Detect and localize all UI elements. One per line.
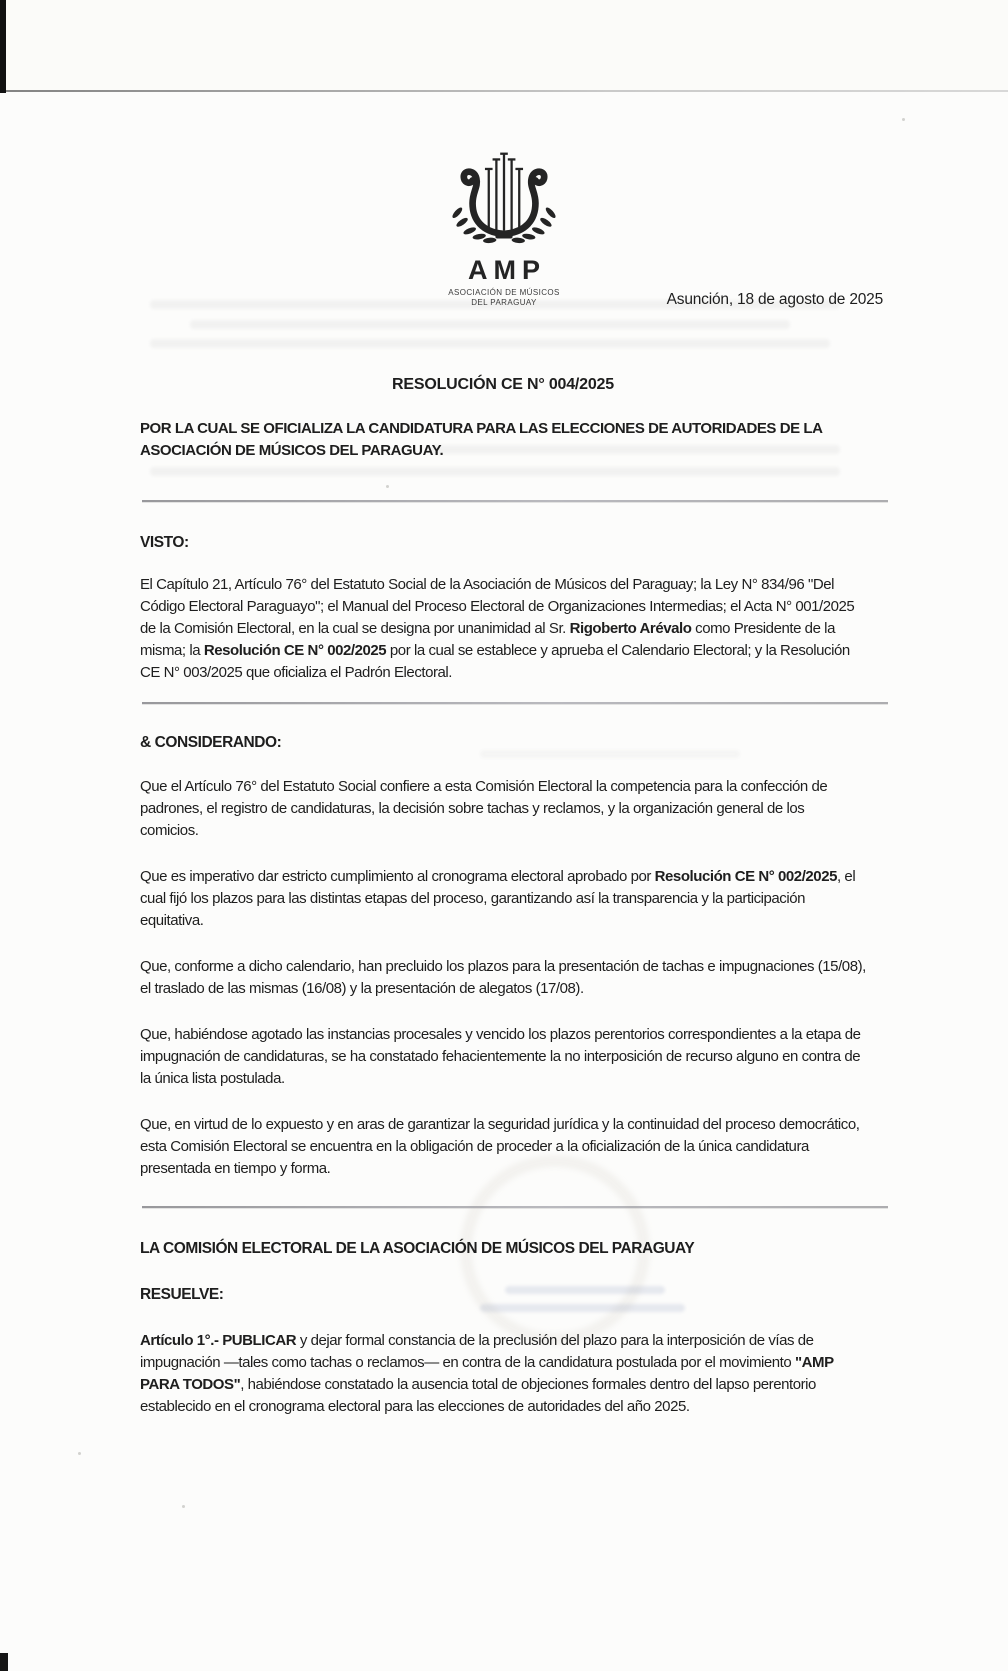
bleed-through-artifact — [190, 320, 790, 329]
considerando-paragraph: Que el Artículo 76° del Estatuto Social confiere a esta Comisión Electoral la competencia para la confección de padrones, el registro de candidaturas, la decisión sobre tachas y reclamos, y la organización general de los comicios. — [140, 778, 828, 839]
resolving-entity-heading: LA COMISIÓN ELECTORAL DE LA ASOCIACIÓN DE MÚSICOS DEL PARAGUAY — [140, 1240, 695, 1257]
logo-org-line2: DEL PARAGUAY — [471, 298, 537, 307]
visto-paragraph: El Capítulo 21, Artículo 76° del Estatuto Social de la Asociación de Músicos del Paraguay; la Ley N° 834/96 "Del Código Electoral Paraguayo"; el Manual del Proceso Electoral de Organizaciones Intermedias; el Acta N° 001/2025 de la Comisión Electoral, en la cual se designa por unanimidad al Sr. Rigoberto Arévalo como Presidente de la misma; la Resolución CE N° 002/2025 por la cual se establece y aprueba el Calendario Electoral; y la Resolución CE N° 003/2025 que oficializa el Padrón Electoral. — [140, 576, 855, 681]
scan-edge-artifact — [0, 0, 6, 93]
document-body — [140, 374, 866, 1418]
scan-edge-artifact — [0, 1653, 8, 1671]
lyre-laurel-icon — [429, 148, 579, 253]
considerando-paragraph: Que, conforme a dicho calendario, han precluido los plazos para la presentación de tachas e impugnaciones (15/08), el traslado de las mismas (16/08) y la presentación de alegatos (17/08). — [140, 958, 866, 997]
considerando-paragraph: Que, en virtud de lo expuesto y en aras de garantizar la seguridad jurídica y la continuidad del proceso democrático, esta Comisión Electoral se encuentra en la obligación de proceder a la oficialización de la única candidatura presentada en tiempo y forma. — [140, 1116, 860, 1177]
logo-acronym: AMP — [468, 255, 546, 285]
visto-heading: VISTO: — [140, 534, 189, 551]
date-line: Asunción, 18 de agosto de 2025 — [666, 291, 883, 308]
scanner-background-strip — [0, 0, 1008, 90]
article-1-paragraph: Artículo 1°.- PUBLICAR y dejar formal constancia de la preclusión del plazo para la interposición de vías de impugnación —tales como tachas o reclamos— en contra de la candidatura postulada por el movimiento "AMP PARA TODOS", habiéndose constatado la ausencia total de objeciones formales dentro del lapso perentorio establecido en el cronograma electoral para las elecciones de autoridades del año 2025. — [140, 1332, 834, 1415]
scan-speck — [182, 1505, 185, 1508]
section-divider — [142, 500, 888, 502]
section-divider — [142, 702, 888, 704]
org-logo — [0, 148, 1008, 308]
scan-speck — [902, 118, 905, 121]
considerando-paragraph: Que es imperativo dar estricto cumplimiento al cronograma electoral aprobado por Resolución CE N° 002/2025, el cual fijó los plazos para las distintas etapas del proceso, garantizando así la transparencia y la participación equitativa. — [140, 868, 856, 929]
logo-org-name — [448, 288, 560, 308]
section-divider — [142, 1206, 888, 1208]
bleed-through-artifact — [150, 339, 830, 348]
considerando-heading: & CONSIDERANDO: — [140, 734, 282, 751]
considerando-paragraph: Que, habiéndose agotado las instancias procesales y vencido los plazos perentorios correspondientes a la etapa de impugnación de candidaturas, se ha constatado fehacientemente la no interposición de recurso alguno en contra de la única lista postulada. — [140, 1026, 861, 1087]
logo-org-line1: ASOCIACIÓN DE MÚSICOS — [448, 288, 560, 297]
scan-speck — [78, 1452, 81, 1455]
resolution-subject: POR LA CUAL SE OFICIALIZA LA CANDIDATURA PARA LAS ELECCIONES DE AUTORIDADES DE LA ASOCIACIÓN DE MÚSICOS DEL PARAGUAY. — [140, 420, 822, 459]
resolution-title: RESOLUCIÓN CE N° 004/2025 — [392, 376, 614, 393]
resuelve-heading: RESUELVE: — [140, 1286, 224, 1303]
page-edge-line — [0, 90, 1008, 92]
